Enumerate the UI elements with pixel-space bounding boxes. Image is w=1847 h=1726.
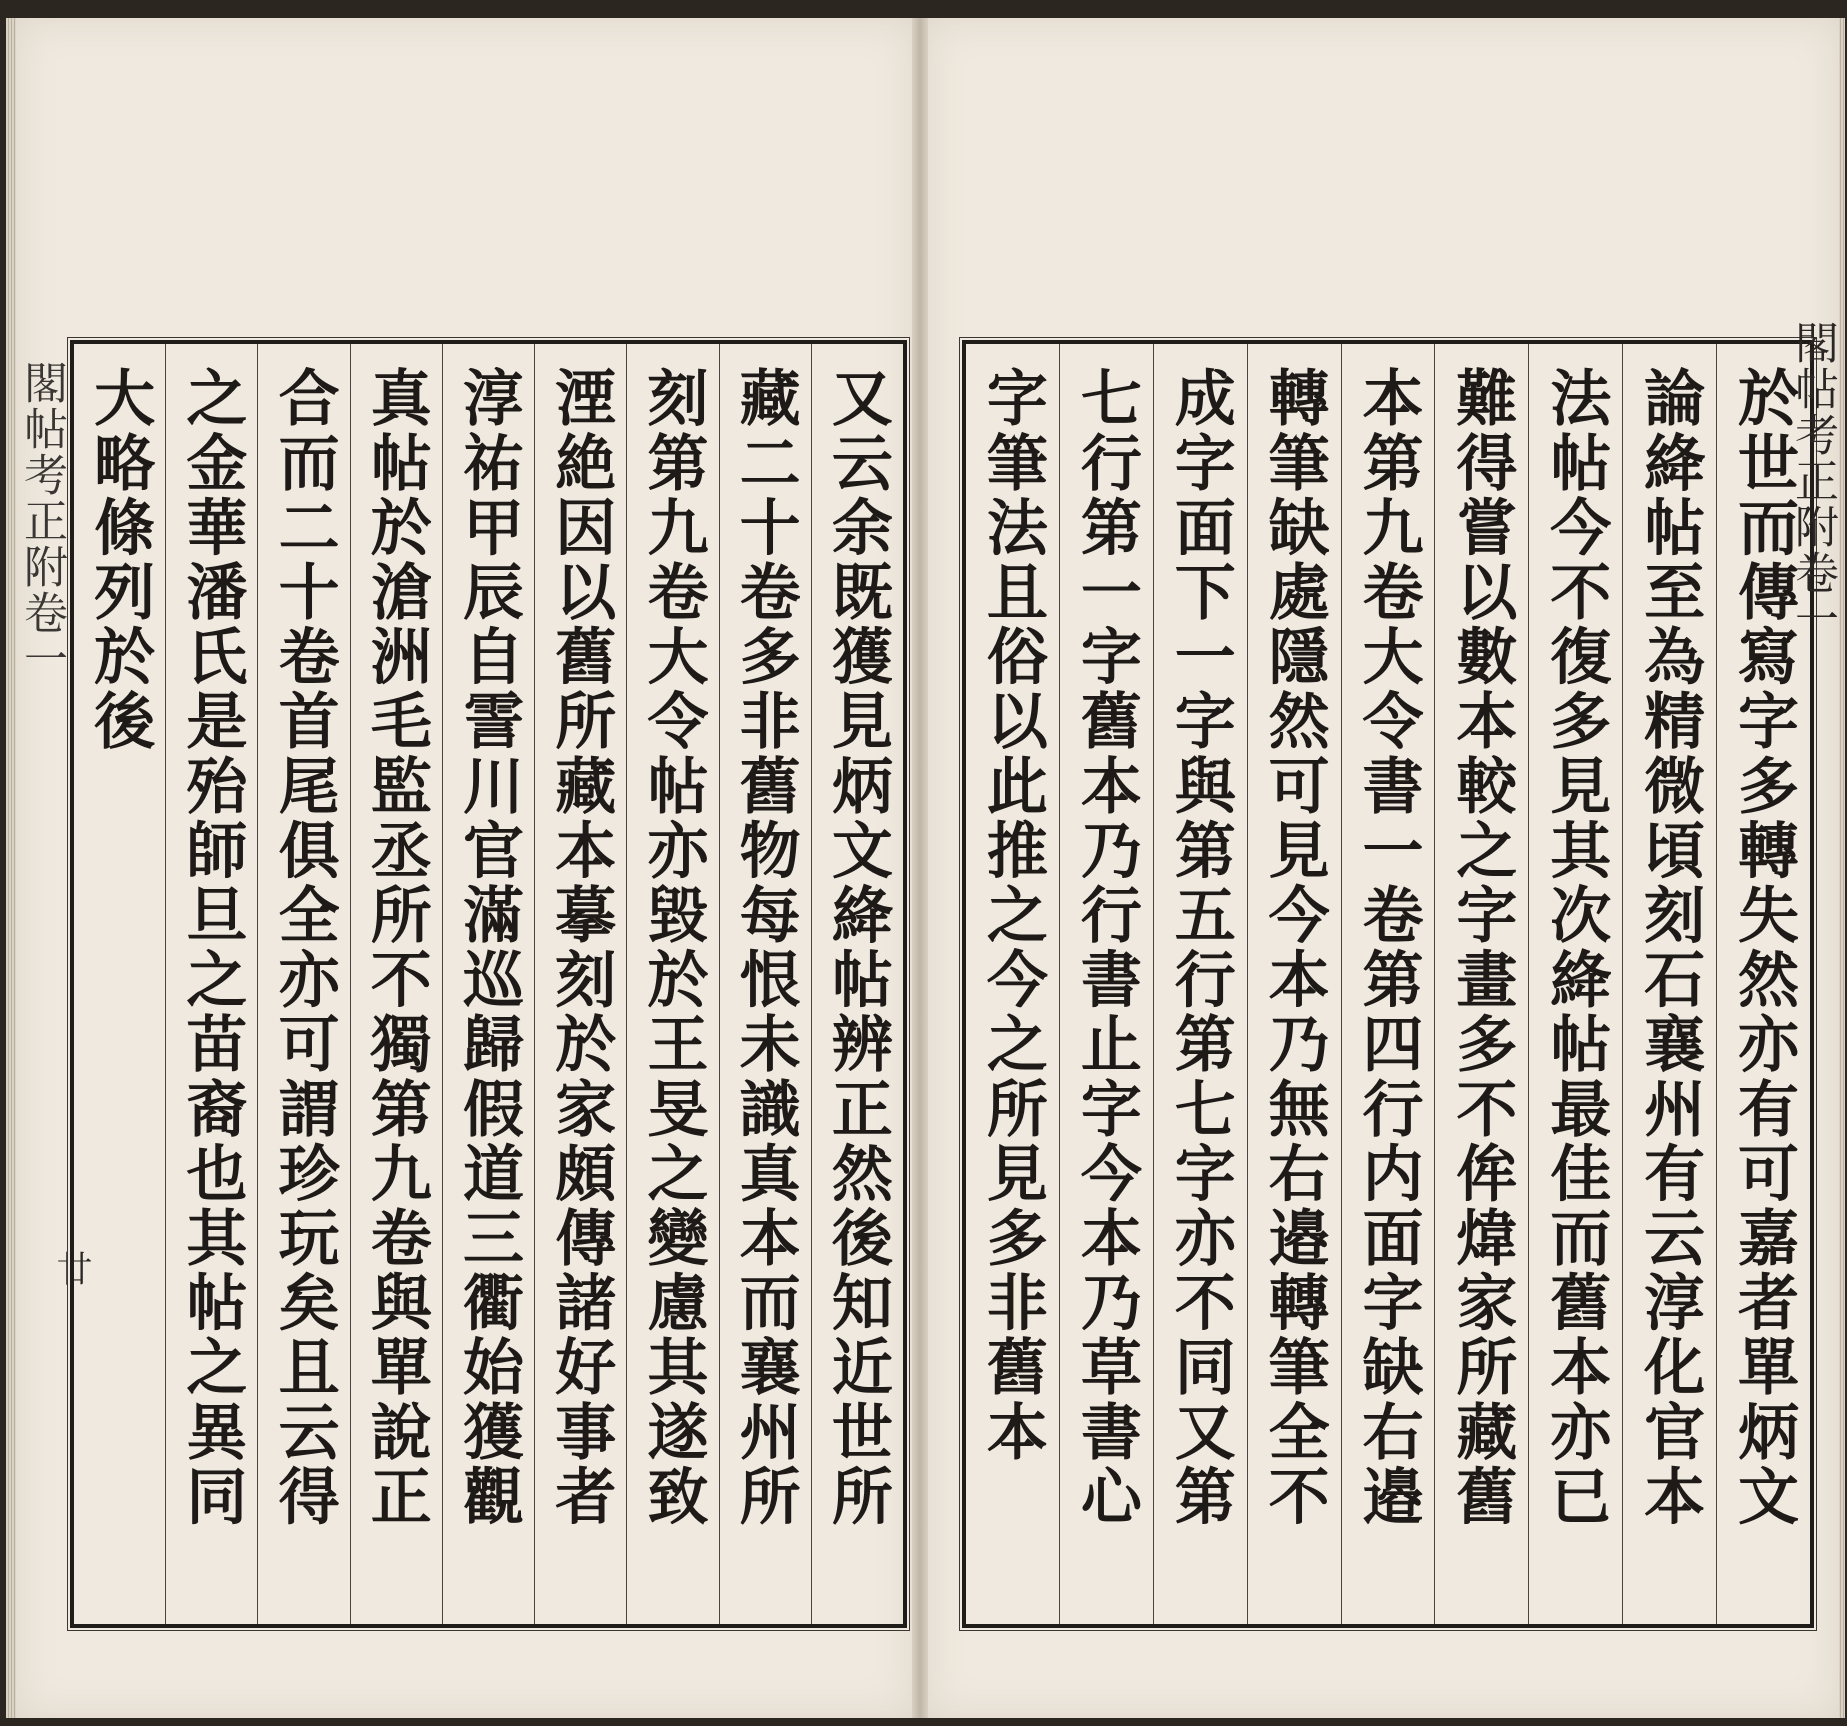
text-column bbox=[1247, 344, 1341, 1624]
column-text: 又云余既獲見炳文絳帖辨正然後知近世所 bbox=[821, 366, 893, 1529]
column-text: 合而二十卷首尾俱全亦可謂珍玩矣且云得 bbox=[268, 366, 340, 1529]
text-column bbox=[350, 344, 442, 1624]
text-column bbox=[442, 344, 534, 1624]
column-text: 湮絶因以舊所藏本摹刻於家頗傳諸好事者 bbox=[545, 366, 617, 1529]
left-columns bbox=[74, 344, 903, 1624]
column-text: 刻第九卷大令帖亦毀於王旻之變慮其遂致 bbox=[637, 366, 709, 1529]
running-head: 閣帖考正附卷一 bbox=[1787, 320, 1838, 642]
text-column bbox=[1153, 344, 1247, 1624]
text-column bbox=[1059, 344, 1153, 1624]
right-text-frame bbox=[962, 340, 1814, 1628]
book-gutter bbox=[912, 18, 928, 1718]
text-column bbox=[811, 344, 903, 1624]
text-column bbox=[1622, 344, 1716, 1624]
column-text: 七行第一字舊本乃行書止字今本乃草書心 bbox=[1070, 366, 1142, 1529]
margin-title: 閣帖考正附卷一 bbox=[16, 360, 67, 682]
left-margin-title-column bbox=[12, 340, 70, 1620]
column-text: 轉筆缺處隱然可見今本乃無右邉轉筆全不 bbox=[1258, 366, 1330, 1529]
text-column bbox=[74, 344, 165, 1624]
right-columns bbox=[966, 344, 1810, 1624]
column-text: 之金華潘氏是殆師旦之苗裔也其帖之異同 bbox=[176, 366, 248, 1529]
column-text: 字筆法且俗以此推之今之所見多非舊本 bbox=[976, 366, 1048, 1465]
text-column bbox=[1528, 344, 1622, 1624]
column-text: 藏二十卷多非舊物每恨未識真本而襄州所 bbox=[729, 366, 801, 1529]
column-text: 於世而傳寫字多轉失然亦有可嘉者單炳文 bbox=[1728, 366, 1800, 1529]
column-text: 本第九卷大令書一卷第四行内面字缺右邉 bbox=[1352, 366, 1424, 1529]
column-text: 淳祐甲辰自霅川官滿巡歸假道三衢始獲觀 bbox=[453, 366, 525, 1529]
column-text: 難得嘗以數本較之字畫多不侔煒家所藏舊 bbox=[1446, 366, 1518, 1529]
column-text: 論絳帖至為精微頃刻石襄州有云淳化官本 bbox=[1634, 366, 1706, 1529]
folio-number: 廿 bbox=[51, 1250, 92, 1286]
left-text-frame bbox=[70, 340, 907, 1628]
text-column bbox=[1434, 344, 1528, 1624]
column-text: 真帖於滄洲毛監丞所不獨第九卷與單說正 bbox=[360, 366, 432, 1529]
text-column bbox=[257, 344, 349, 1624]
text-column bbox=[719, 344, 811, 1624]
text-column bbox=[165, 344, 257, 1624]
column-text: 成字面下一字與第五行第七字亦不同又第 bbox=[1164, 366, 1236, 1529]
text-column bbox=[1341, 344, 1435, 1624]
column-text: 法帖今不復多見其次絳帖最佳而舊本亦已 bbox=[1540, 366, 1612, 1529]
text-column bbox=[626, 344, 718, 1624]
column-text: 大略條列於後 bbox=[84, 366, 156, 754]
text-column bbox=[966, 344, 1059, 1624]
text-column bbox=[534, 344, 626, 1624]
